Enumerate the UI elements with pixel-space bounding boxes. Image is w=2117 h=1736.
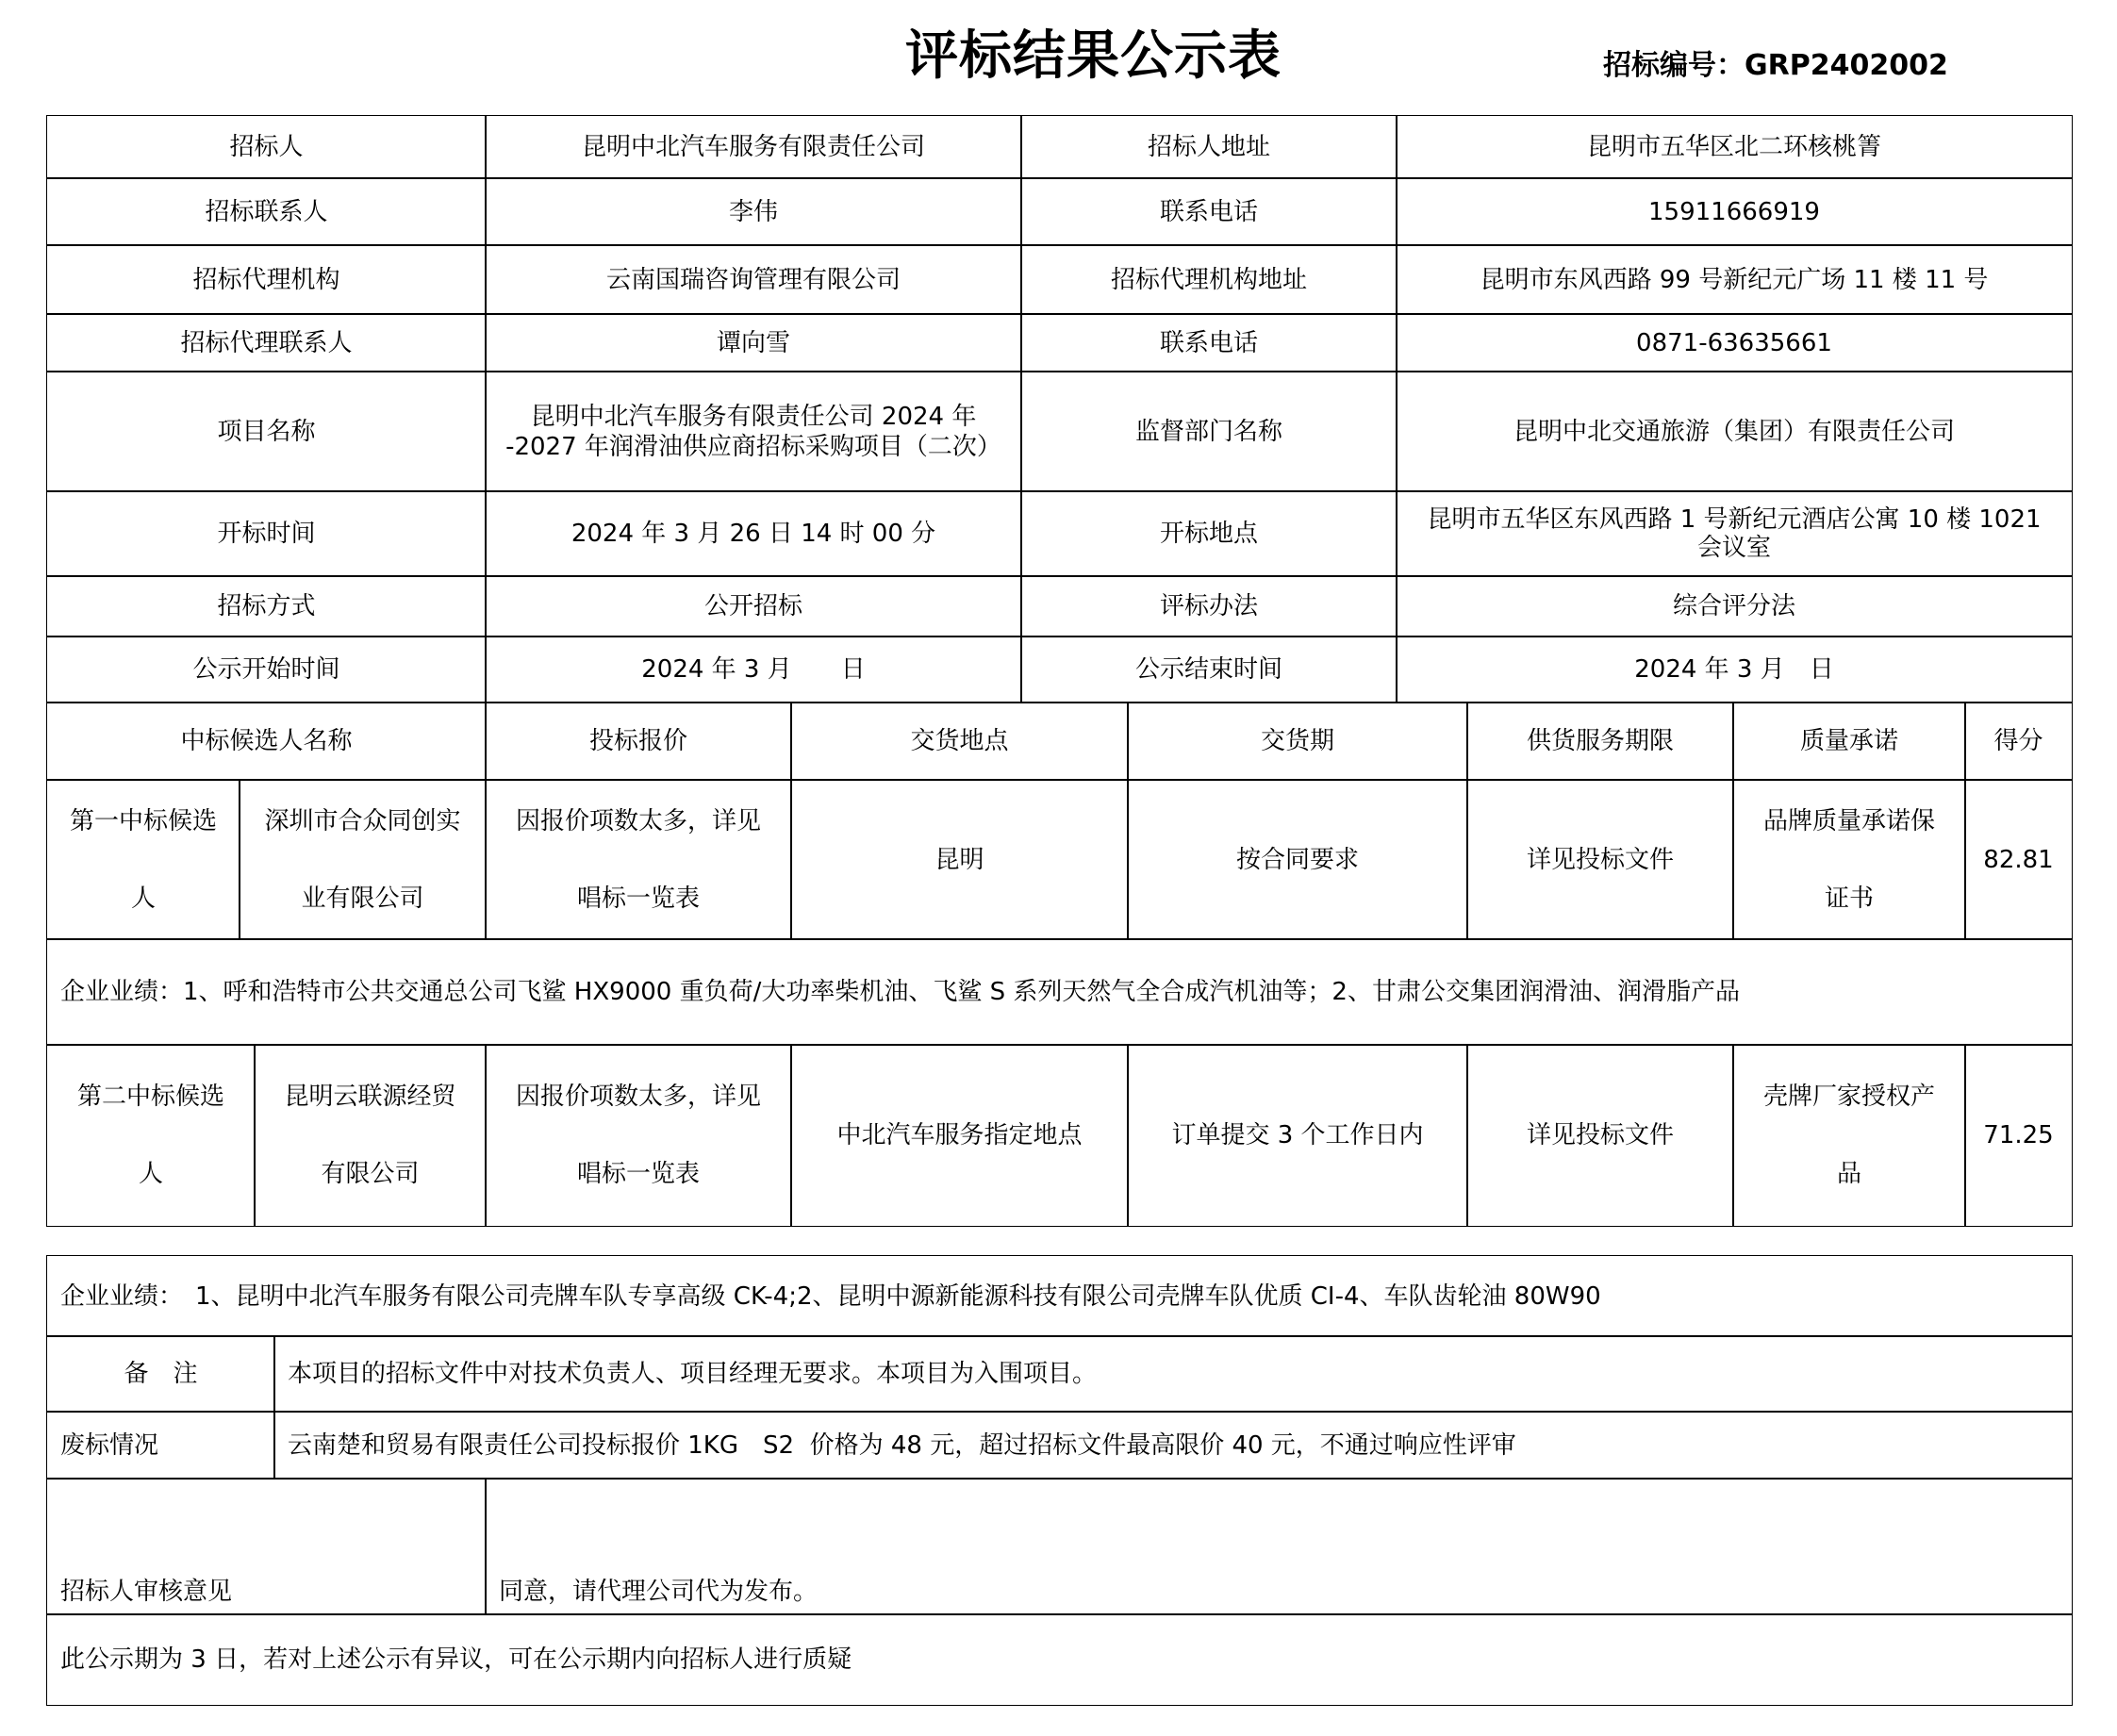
agency-value: 云南国瑞咨询管理有限公司 <box>485 244 1022 315</box>
publish-start-label: 公示开始时间 <box>46 636 487 703</box>
tenderer-address-value: 昆明市五华区北二环核桃箐 <box>1396 115 2073 179</box>
review-label: 招标人审核意见 <box>46 1478 487 1615</box>
review-value: 同意，请代理公司代为发布。 <box>485 1478 2073 1615</box>
candidate-1-price-line2: 唱标一览表 <box>576 884 700 913</box>
candidate-1-rank-line2: 人 <box>130 884 156 913</box>
tenderer-label: 招标人 <box>46 115 487 179</box>
open-time-value: 2024 年 3 月 26 日 14 时 00 分 <box>485 490 1022 577</box>
agency-contact-value: 谭向雪 <box>485 313 1022 372</box>
phone-value: 15911666919 <box>1396 177 2073 246</box>
supervisor-value: 昆明中北交通旅游（集团）有限责任公司 <box>1396 371 2073 492</box>
candidate-1-performance: 企业业绩：1、呼和浩特市公共交通总公司飞鲨 HX9000 重负荷/大功率柴机油、飞鲨 S 系列天然气全合成汽机油等；2、甘肃公交集团润滑油、润滑脂产品 <box>46 938 2073 1046</box>
candidate-1-place: 昆明 <box>790 779 1129 940</box>
publish-end-value: 2024 年 3 月 日 <box>1396 636 2073 703</box>
page-title: 评标结果公示表 <box>905 25 1282 87</box>
candidate-2-rank-line1: 第二中标候选 <box>76 1083 224 1111</box>
project-label: 项目名称 <box>46 371 487 492</box>
open-place-label: 开标地点 <box>1020 490 1398 577</box>
candidate-2-price-line1: 因报价项数太多，详见 <box>515 1083 761 1111</box>
col-header-bid-price: 投标报价 <box>485 702 792 781</box>
candidate-2-place: 中北汽车服务指定地点 <box>790 1044 1129 1227</box>
remark-value: 本项目的招标文件中对技术负责人、项目经理无要求。本项目为入围项目。 <box>273 1335 2073 1413</box>
candidate-1-rank <box>46 779 240 940</box>
candidate-1-score: 82.81 <box>1964 779 2073 940</box>
candidate-1-period: 按合同要求 <box>1127 779 1468 940</box>
invalid-bid-value: 云南楚和贸易有限责任公司投标报价 1KG S2 价格为 48 元，超过招标文件最高限价 40 元，不通过响应性评审 <box>273 1411 2073 1480</box>
agency-address-value: 昆明市东风西路 99 号新纪元广场 11 楼 11 号 <box>1396 244 2073 315</box>
candidate-1-quality-line2: 证书 <box>1824 884 1874 913</box>
agency-phone-label: 联系电话 <box>1020 313 1398 372</box>
project-value-line1: 昆明中北汽车服务有限责任公司 2024 年 <box>530 402 977 431</box>
method-value: 公开招标 <box>485 575 1022 637</box>
candidate-1-quality-line1: 品牌质量承诺保 <box>1762 806 1935 835</box>
candidate-2-score: 71.25 <box>1964 1044 2073 1227</box>
open-time-label: 开标时间 <box>46 490 487 577</box>
eval-method-label: 评标办法 <box>1020 575 1398 637</box>
candidate-2-performance: 企业业绩： 1、昆明中北汽车服务有限公司壳牌车队专享高级 CK-4;2、昆明中源新能源科技有限公司壳牌车队优质 CI-4、车队齿轮油 80W90 <box>46 1255 2073 1337</box>
supervisor-label: 监督部门名称 <box>1020 371 1398 492</box>
tenderer-value: 昆明中北汽车服务有限责任公司 <box>485 115 1022 179</box>
candidate-2-quality <box>1732 1044 1966 1227</box>
tender-code: 招标编号：GRP2402002 <box>1603 49 1948 82</box>
candidate-1-service: 详见投标文件 <box>1466 779 1734 940</box>
candidate-1-rank-line1: 第一中标候选 <box>69 806 217 835</box>
phone-label: 联系电话 <box>1020 177 1398 246</box>
project-value-line2: -2027 年润滑油供应商招标采购项目（二次） <box>505 432 1001 461</box>
col-header-quality: 质量承诺 <box>1732 702 1966 781</box>
candidate-2-name-line2: 有限公司 <box>321 1160 420 1188</box>
contact-value: 李伟 <box>485 177 1022 246</box>
open-place-value <box>1396 490 2073 577</box>
eval-method-value: 综合评分法 <box>1396 575 2073 637</box>
col-header-score: 得分 <box>1964 702 2073 781</box>
publish-end-label: 公示结束时间 <box>1020 636 1398 703</box>
candidate-2-quality-line1: 壳牌厂家授权产 <box>1762 1083 1935 1111</box>
publish-start-value: 2024 年 3 月 日 <box>485 636 1022 703</box>
candidate-1-price <box>485 779 792 940</box>
agency-address-label: 招标代理机构地址 <box>1020 244 1398 315</box>
remark-label: 备 注 <box>46 1335 275 1413</box>
candidate-2-rank <box>46 1044 256 1227</box>
open-place-line2: 会议室 <box>1696 534 1771 562</box>
agency-contact-label: 招标代理联系人 <box>46 313 487 372</box>
project-value <box>485 371 1022 492</box>
invalid-bid-label: 废标情况 <box>46 1411 275 1480</box>
col-header-candidate-name: 中标候选人名称 <box>46 702 487 781</box>
contact-label: 招标联系人 <box>46 177 487 246</box>
candidate-2-period: 订单提交 3 个工作日内 <box>1127 1044 1468 1227</box>
candidate-2-name <box>254 1044 487 1227</box>
candidate-1-name <box>239 779 487 940</box>
candidate-2-quality-line2: 品 <box>1836 1160 1861 1188</box>
col-header-delivery-place: 交货地点 <box>790 702 1129 781</box>
candidate-1-price-line1: 因报价项数太多，详见 <box>515 806 761 835</box>
candidate-2-name-line1: 昆明云联源经贸 <box>284 1083 456 1111</box>
col-header-service-term: 供货服务期限 <box>1466 702 1734 781</box>
tenderer-address-label: 招标人地址 <box>1020 115 1398 179</box>
method-label: 招标方式 <box>46 575 487 637</box>
candidate-2-service: 详见投标文件 <box>1466 1044 1734 1227</box>
candidate-1-quality <box>1732 779 1966 940</box>
agency-label: 招标代理机构 <box>46 244 487 315</box>
col-header-delivery-period: 交货期 <box>1127 702 1468 781</box>
candidate-2-rank-line2: 人 <box>138 1160 163 1188</box>
candidate-2-price-line2: 唱标一览表 <box>576 1160 700 1188</box>
agency-phone-value: 0871-63635661 <box>1396 313 2073 372</box>
candidate-1-name-line2: 业有限公司 <box>301 884 424 913</box>
notice-text: 此公示期为 3 日，若对上述公示有异议，可在公示期内向招标人进行质疑 <box>46 1613 2073 1706</box>
candidate-2-price <box>485 1044 792 1227</box>
candidate-1-name-line1: 深圳市合众同创实 <box>264 806 461 835</box>
open-place-line1: 昆明市五华区东风西路 1 号新纪元酒店公寓 10 楼 1021 <box>1427 505 2042 534</box>
